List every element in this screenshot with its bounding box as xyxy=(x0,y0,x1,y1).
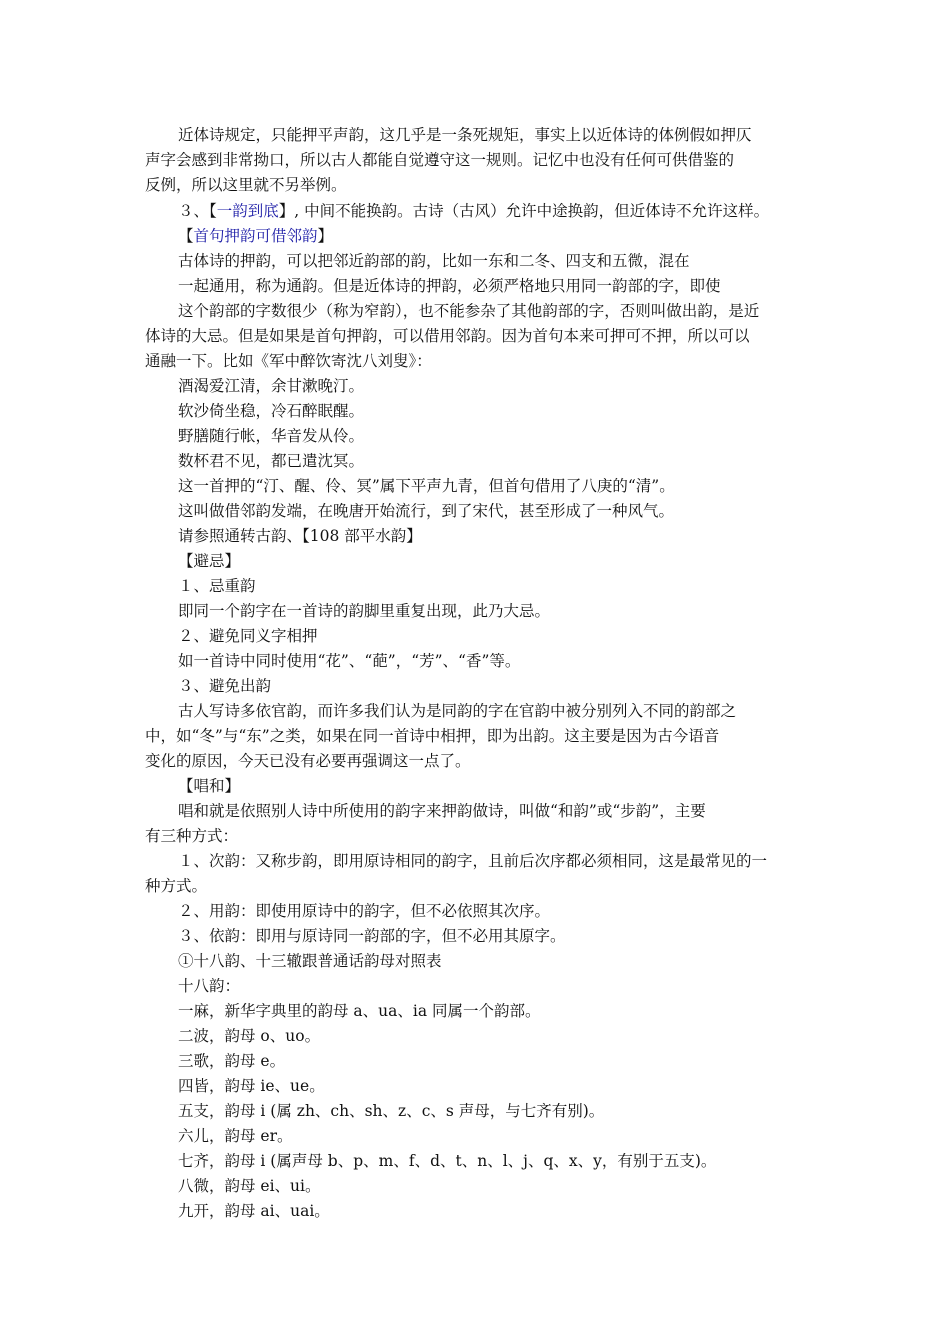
paragraph-line: 种方式。 xyxy=(145,877,208,895)
paragraph-line: 古人写诗多依官韵，而许多我们认为是同韵的字在官韵中被分别列入不同的韵部之 xyxy=(178,702,737,720)
paragraph-line: 中，如“冬”与“东”之类，如果在同一首诗中相押，即为出韵。这主要是因为古今语音 xyxy=(145,727,720,745)
paragraph-line: 即同一个韵字在一首诗的韵脚里重复出现，此乃大忌。 xyxy=(178,602,551,620)
subheading: 十八韵： xyxy=(178,977,241,995)
first-line-neighbor-rhyme-link[interactable]: 首句押韵可借邻韵 xyxy=(193,227,318,245)
rhyme-entry: 七齐，韵母 i (属声母 b、p、m、f、d、t、n、l、j、q、x、y，有别于五支)。 xyxy=(178,1152,717,1170)
list-item: ２、用韵：即使用原诗中的韵字，但不必依照其次序。 xyxy=(178,902,551,920)
paragraph-line: 通融一下。比如《军中醉饮寄沈八刘叟》： xyxy=(145,352,432,370)
paragraph-line: 这一首押的“汀、醒、伶、冥”属下平声九青，但首句借用了八庚的“清”。 xyxy=(178,477,675,495)
rhyme-entry: 三歌，韵母 e。 xyxy=(178,1052,286,1070)
paragraph-line: 古体诗的押韵，可以把邻近韵部的韵，比如一东和二冬、四支和五微，混在 xyxy=(178,252,690,270)
reference-line: 请参照通转古韵、【108 部平水韵】 xyxy=(178,527,422,545)
list-number: ３、【 xyxy=(178,202,217,220)
rhyme-entry: 六儿，韵母 er。 xyxy=(178,1127,293,1145)
rhyme-entry: 一麻，新华字典里的韵母 a、ua、ia 同属一个韵部。 xyxy=(178,1002,541,1020)
paragraph-line: 变化的原因，今天已没有必要再强调这一点了。 xyxy=(145,752,471,770)
section-heading: 【唱和】 xyxy=(178,777,241,795)
rhyme-throughout-link[interactable]: 一韵到底 xyxy=(216,202,279,220)
bracket-close: 】 xyxy=(317,227,334,245)
poem-line: 野膳随行帐，华音发从伶。 xyxy=(178,427,365,445)
section-heading xyxy=(178,224,333,248)
paragraph-line: 有三种方式： xyxy=(145,827,239,845)
poem-line: 软沙倚坐稳，冷石醉眠醒。 xyxy=(178,402,365,420)
text-run: 】, 中间不能换韵。古诗（古风）允许中途换韵，但近体诗不允许这样。 xyxy=(278,202,770,220)
paragraph-line: 声字会感到非常拗口，所以古人都能自觉遵守这一规则。记忆中也没有任何可供借鉴的 xyxy=(145,151,735,169)
rhyme-entry: 九开，韵母 ai、uai。 xyxy=(178,1202,330,1220)
table-title: ①十八韵、十三辙跟普通话韵母对照表 xyxy=(178,952,442,970)
paragraph-line: 这叫做借邻韵发端，在晚唐开始流行，到了宋代，甚至形成了一种风气。 xyxy=(178,502,675,520)
list-item: ３、依韵：即用与原诗同一韵部的字，但不必用其原字。 xyxy=(178,927,566,945)
section-heading: 【避忌】 xyxy=(178,552,241,570)
list-item: １、次韵：又称步韵，即用原诗相同的韵字，且前后次序都必须相同，这是最常见的一 xyxy=(178,852,768,870)
rhyme-entry: 四皆，韵母 ie、ue。 xyxy=(178,1077,325,1095)
list-item: ３、避免出韵 xyxy=(178,677,272,695)
list-item: ２、避免同义字相押 xyxy=(178,627,318,645)
poem-line: 数杯君不见，都已遣沈冥。 xyxy=(178,452,365,470)
rhyme-entry: 五支，韵母 i (属 zh、ch、sh、z、c、s 声母，与七齐有别)。 xyxy=(178,1102,605,1120)
poem-line: 酒渴爱江清，余甘漱晚汀。 xyxy=(178,377,365,395)
paragraph-line xyxy=(178,199,769,223)
paragraph-line: 唱和就是依照别人诗中所使用的韵字来押韵做诗，叫做“和韵”或“步韵”，主要 xyxy=(178,802,706,820)
paragraph-line: 体诗的大忌。但是如果是首句押韵，可以借用邻韵。因为首句本来可押可不押，所以可以 xyxy=(145,327,750,345)
paragraph-line: 这个韵部的字数很少（称为窄韵），也不能参杂了其他韵部的字，否则叫做出韵，是近 xyxy=(178,302,760,320)
paragraph-line: 一起通用，称为通韵。但是近体诗的押韵，必须严格地只用同一韵部的字，即使 xyxy=(178,277,721,295)
bracket-open: 【 xyxy=(178,227,194,245)
paragraph-line: 如一首诗中同时使用“花”、“葩”，“芳”、“香”等。 xyxy=(178,652,521,670)
paragraph-line: 近体诗规定，只能押平声韵，这几乎是一条死规矩，事实上以近体诗的体例假如押仄 xyxy=(178,126,752,144)
rhyme-entry: 二波，韵母 o、uo。 xyxy=(178,1027,321,1045)
paragraph-line: 反例，所以这里就不另举例。 xyxy=(145,176,347,194)
list-item: １、忌重韵 xyxy=(178,577,256,595)
rhyme-entry: 八微，韵母 ei、ui。 xyxy=(178,1177,321,1195)
